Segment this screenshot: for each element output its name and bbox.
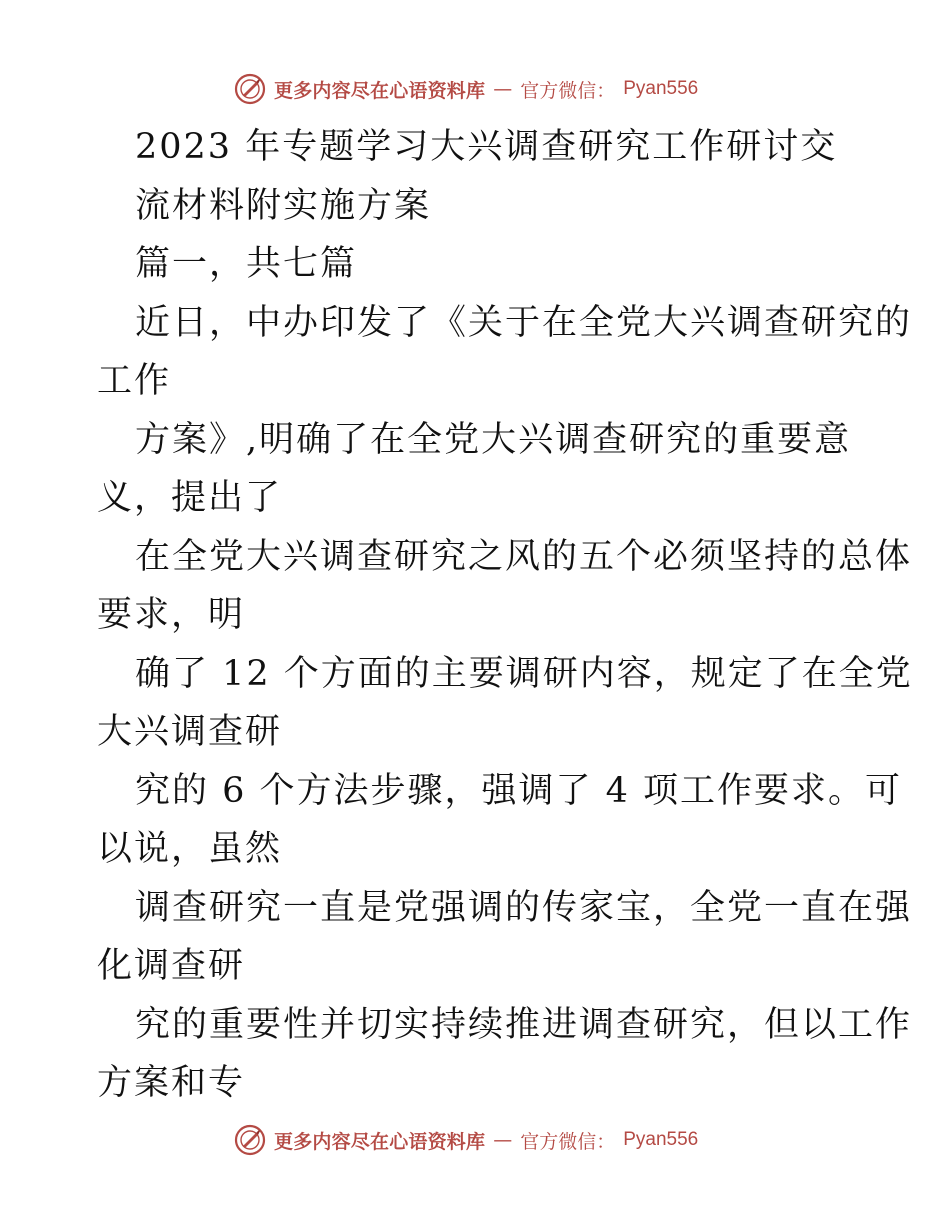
paragraph-line: 近日，中办印发了《关于在全党大兴调查研究的	[135, 303, 913, 343]
paragraph-line: 大兴调查研	[97, 712, 283, 752]
footer-contact-label: 官方微信：	[520, 1130, 616, 1153]
document-title-line-2: 流材料附实施方案	[135, 186, 432, 226]
footer-main-text: 更多内容尽在心语资料库	[274, 1130, 486, 1153]
paragraph-line: 化调查研	[97, 946, 246, 986]
paragraph-line: 究的 6 个方法步骤，强调了 4 项工作要求。可	[135, 771, 903, 811]
header-main-text: 更多内容尽在心语资料库	[274, 79, 486, 102]
document-title-line-1: 2023 年专题学习大兴调查研究工作研讨交	[135, 127, 838, 167]
paragraph-line: 方案和专	[97, 1063, 246, 1103]
paragraph-line: 义，提出了	[97, 478, 283, 518]
paragraph-line: 在全党大兴调查研究之风的五个必须坚持的总体	[135, 537, 913, 577]
footer-banner[interactable]	[234, 1123, 698, 1157]
footer-separator: —	[493, 1129, 513, 1151]
paragraph-line: 调查研究一直是党强调的传家宝，全党一直在强	[135, 888, 913, 928]
paragraph-line: 方案》,明确了在全党大兴调查研究的重要意	[135, 420, 852, 460]
paragraph-line: 究的重要性并切实持续推进调查研究，但以工作	[135, 1005, 913, 1045]
paragraph-line: 确了 12 个方面的主要调研内容，规定了在全党	[135, 654, 913, 694]
header-contact-label: 官方微信：	[520, 79, 616, 102]
footer-contact-id: Pyan556	[623, 1129, 699, 1150]
header-separator: —	[493, 78, 513, 100]
section-heading: 篇一，共七篇	[135, 244, 358, 284]
paragraph-line: 以说，虽然	[97, 829, 283, 869]
header-contact-id: Pyan556	[623, 78, 699, 99]
paragraph-line: 工作	[97, 361, 172, 401]
paragraph-line: 要求，明	[97, 595, 246, 635]
seal-logo-icon	[234, 1124, 266, 1156]
